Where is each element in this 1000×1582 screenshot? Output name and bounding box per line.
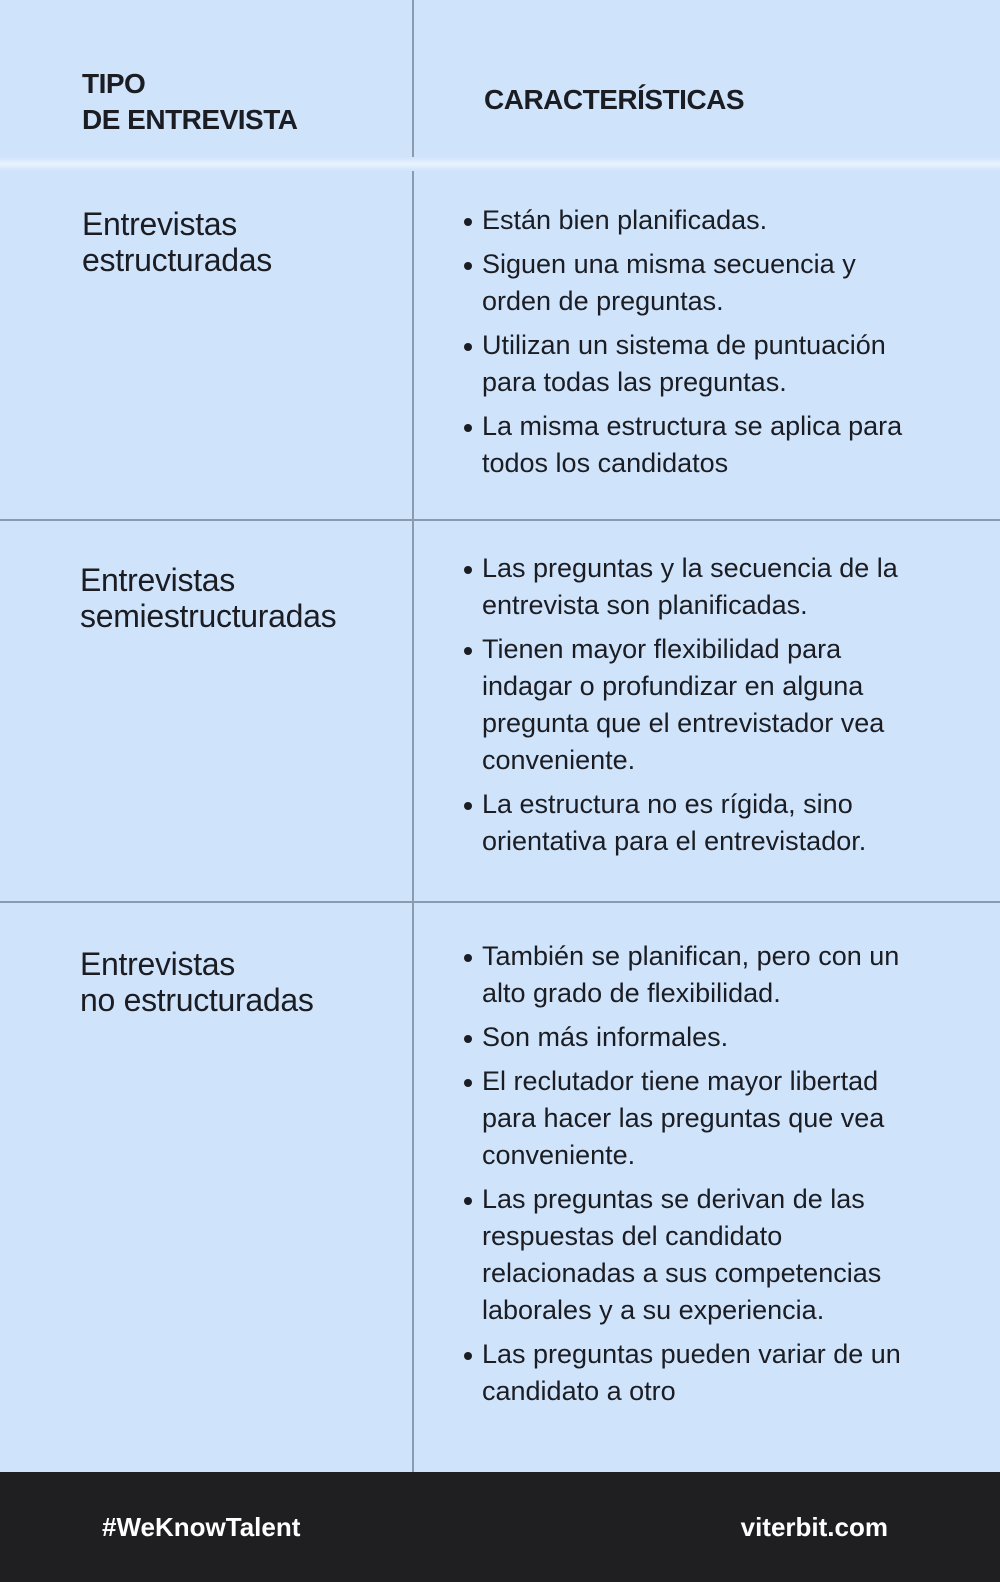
list-item: Las preguntas pueden variar de un candidato a otro — [462, 1336, 932, 1410]
header-type-label: TIPO DE ENTREVISTA — [82, 68, 298, 135]
interview-type-unstructured: Entrevistas no estructuradas — [80, 946, 314, 1018]
interview-type-semistructured: Entrevistas semiestructuradas — [80, 562, 337, 634]
characteristics-list-structured — [462, 202, 932, 489]
list-item: Tienen mayor flexibilidad para indagar o profundizar en alguna pregunta que el entrevistador vea conveniente. — [462, 631, 932, 779]
characteristics-list-unstructured — [462, 938, 932, 1417]
list-item: Las preguntas y la secuencia de la entrevista son planificadas. — [462, 550, 932, 624]
list-item: Utilizan un sistema de puntuación para todas las preguntas. — [462, 327, 932, 401]
footer-website: viterbit.com — [740, 1512, 888, 1542]
footer — [0, 1472, 1000, 1582]
list-item: Son más informales. — [462, 1019, 932, 1056]
row-divider — [0, 901, 1000, 903]
list-item: También se planifican, pero con un alto grado de flexibilidad. — [462, 938, 932, 1012]
list-item: La misma estructura se aplica para todos los candidatos — [462, 408, 932, 482]
footer-hashtag: #WeKnowTalent — [102, 1512, 301, 1542]
characteristics-list-semistructured — [462, 550, 932, 867]
list-item: El reclutador tiene mayor libertad para hacer las preguntas que vea conveniente. — [462, 1063, 932, 1174]
list-item: La estructura no es rígida, sino orientativa para el entrevistador. — [462, 786, 932, 860]
interview-type-structured: Entrevistas estructuradas — [82, 206, 272, 278]
list-item: Siguen una misma secuencia y orden de preguntas. — [462, 246, 932, 320]
list-item: Las preguntas se derivan de las respuestas del candidato relacionadas a sus competencias laborales y a su experiencia. — [462, 1181, 932, 1329]
list-item: Están bien planificadas. — [462, 202, 932, 239]
header-divider — [0, 157, 1000, 171]
header-characteristics-label: CARACTERÍSTICAS — [484, 84, 745, 115]
column-divider — [412, 0, 414, 1472]
row-divider — [0, 519, 1000, 521]
